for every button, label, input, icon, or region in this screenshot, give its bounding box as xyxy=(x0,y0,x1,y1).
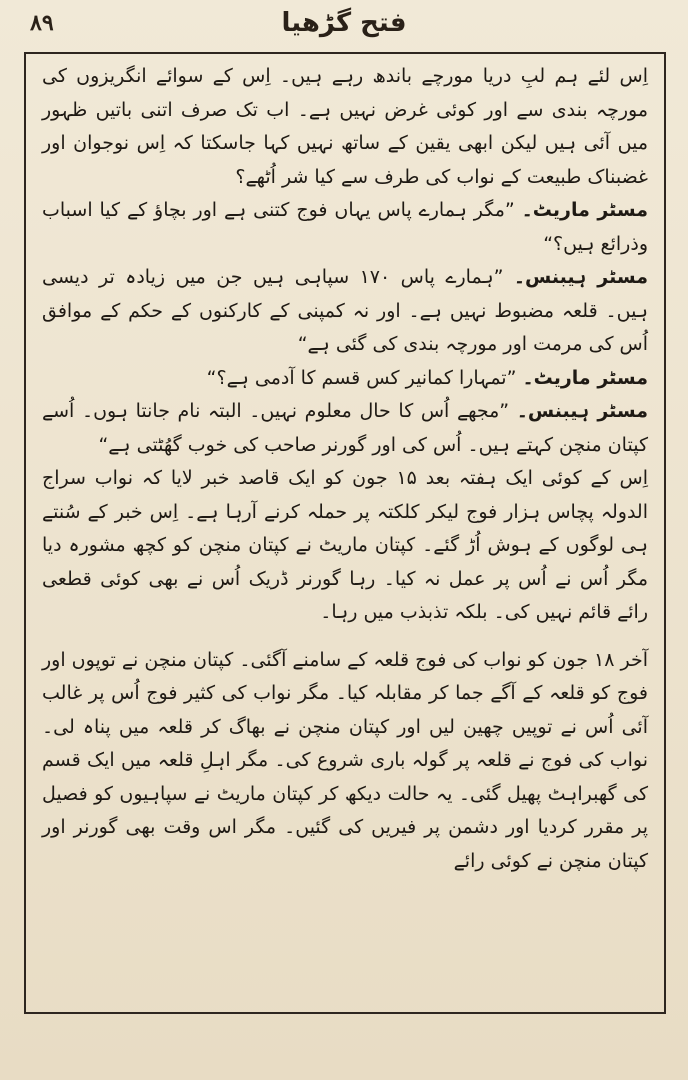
speaker-name: مسٹر ماریٹ۔ xyxy=(521,199,648,221)
running-title: فتح گڑھیا xyxy=(281,8,407,38)
paragraph xyxy=(42,60,648,194)
dialogue-line xyxy=(42,362,648,396)
text-frame xyxy=(24,52,666,1014)
paragraph-text: آخر ۱۸ جون کو نواب کی فوج قلعہ کے سامنے آگئی۔ کپتان منچن نے توپوں اور فوج کو قلعہ کے آگے جما کر مقابلہ کیا۔ مگر نواب کی کثیر فوج اُس پر غالب آئی اُس نے توپیں چھین لیں اور کپتان منچن نے بھاگ کر قلعہ میں پناہ لی۔ نواب کی فوج نے قلعہ پر گولہ باری شروع کی۔ مگر اہلِ قلعہ میں ایک قسم کی گھبراہٹ پھیل گئی۔ یہ حالت دیکھ کر کپتان ماریٹ نے سپاہیوں کو فصیل پر مقرر کردیا اور دشمن پر فیریں کی گئیں۔ مگر اس وقت بھی گورنر اور کپتان منچن نے کوئی رائے xyxy=(42,648,649,872)
dialogue-text: ”تمہارا کمانیر کس قسم کا آدمی ہے؟“ xyxy=(206,366,517,389)
paragraph-text: اِس لئے ہم لبِ دریا مورچے باندھ رہے ہیں۔ اِس کے سوائے انگریزوں کی مورچہ بندی سے اور کوئی غرض نہیں ہے۔ اب تک صرف اتنی باتیں ظہور میں آئی ہیں لیکن ابھی یقین کے ساتھ نہیں کہا جاسکتا کہ اِس نوجوان اور غضبناک طبیعت کے نواب کی طرف سے کیا شر اُٹھے؟ xyxy=(42,65,648,188)
dialogue-text: ”ہمارے پاس ۱۷۰ سپاہی ہیں جن میں زیادہ تر دیسی ہیں۔ قلعہ مضبوط نہیں ہے۔ اور نہ کمپنی کے کارکنوں کے حکم کے موافق اُس کی مرمت اور مورچہ بندی کی گئی ہے“ xyxy=(42,266,648,355)
dialogue-line xyxy=(42,194,648,261)
body-text xyxy=(42,60,648,878)
page-number: ۸۹ xyxy=(30,10,54,36)
paragraph xyxy=(42,462,648,630)
dialogue-line xyxy=(42,261,648,362)
paragraph-gap xyxy=(42,630,648,644)
dialogue-line xyxy=(42,395,648,462)
paragraph xyxy=(42,644,648,879)
dialogue-text: ”مگر ہمارے پاس یہاں فوج کتنی ہے اور بچاؤ کے کیا اسباب وذرائع ہیں؟“ xyxy=(42,199,648,255)
paragraph-text: اِس کے کوئی ایک ہفتہ بعد ۱۵ جون کو ایک قاصد خبر لایا کہ نواب سراج الدولہ پچاس ہزار فوج لیکر کلکتہ پر حملہ کرنے آرہا ہے۔ اِس خبر کے سُنتے ہی لوگوں کے ہوش اُڑ گئے۔ کپتان ماریٹ نے کپتان منچن کو کچھ مشورہ دیا مگر اُس نے اُس پر عمل نہ کیا۔ رہا گورنر ڈریک اُس نے بھی کوئی قطعی رائے قائم نہیں کی۔ بلکہ تذبذب میں رہا۔ xyxy=(42,467,648,623)
speaker-name: مسٹر ہیبنس۔ xyxy=(516,400,649,422)
dialogue-text: ”مجھے اُس کا حال معلوم نہیں۔ البتہ نام جانتا ہوں۔ اُسے کپتان منچن کہتے ہیں۔ اُس کی اور گورنر صاحب کی خوب گھُٹتی ہے“ xyxy=(42,400,648,456)
speaker-name: مسٹر ہیبنس۔ xyxy=(513,266,648,288)
speaker-name: مسٹر ماریٹ۔ xyxy=(522,366,648,389)
